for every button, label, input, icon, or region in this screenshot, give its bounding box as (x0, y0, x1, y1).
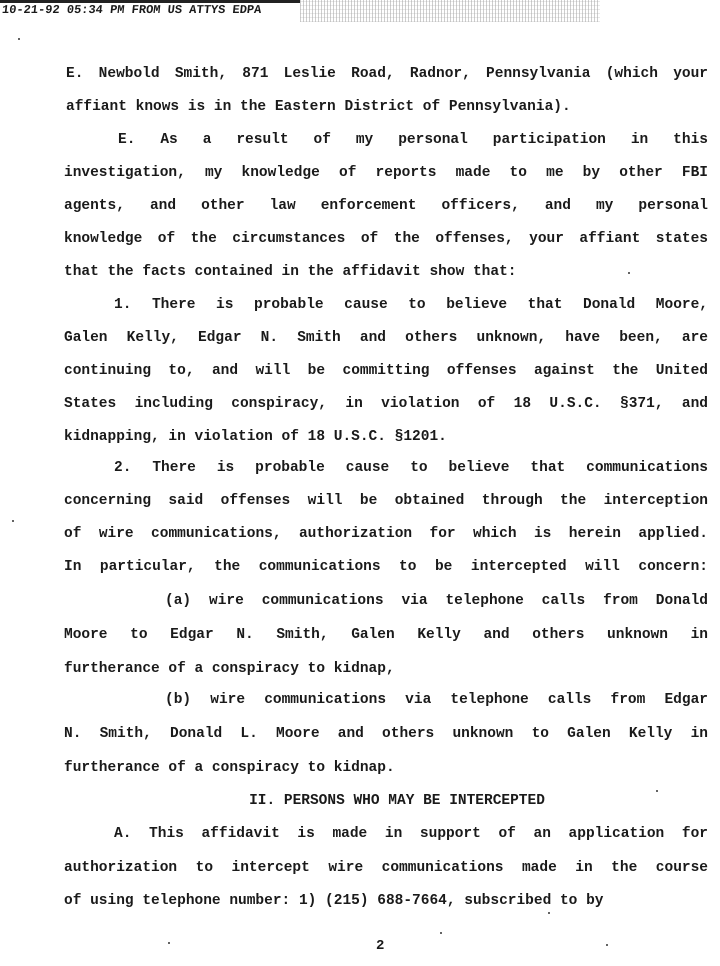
scan-speck (606, 944, 608, 946)
fax-header-text: 10-21-92 05:34 PM FROM US ATTYS EDPA (1, 3, 262, 17)
text-line: that the facts contained in the affidavit show that: (64, 264, 517, 280)
text-line: affiant knows is in the Eastern District of Pennsylvania). (66, 99, 571, 115)
text-line: Moore to Edgar N. Smith, Galen Kelly and others unknown in (64, 627, 708, 643)
text-line: N. Smith, Donald L. Moore and others unknown to Galen Kelly in (64, 726, 708, 742)
paragraph-e-first-line: E. As a result of my personal participation in this (118, 132, 708, 148)
text-line: authorization to intercept wire communications made in the course (64, 860, 708, 876)
subitem-a-first-line: (a) wire communications via telephone calls from Donald (165, 593, 708, 609)
subitem-b-first-line: (b) wire communications via telephone calls from Edgar (165, 692, 708, 708)
text-line: continuing to, and will be committing offenses against the United (64, 363, 708, 379)
text-line: In particular, the communications to be intercepted will concern: (64, 559, 708, 575)
text-line: of wire communications, authorization for which is herein applied. (64, 526, 708, 542)
text-line: States including conspiracy, in violation of 18 U.S.C. §371, and (64, 396, 708, 412)
scan-speck (548, 912, 550, 914)
text-line: furtherance of a conspiracy to kidnap. (64, 760, 395, 776)
scan-speck (440, 932, 442, 934)
scan-speck (628, 272, 630, 274)
text-line: furtherance of a conspiracy to kidnap, (64, 661, 395, 677)
text-line: of using telephone number: 1) (215) 688-7664, subscribed to by (64, 893, 604, 909)
text-line: Galen Kelly, Edgar N. Smith and others unknown, have been, are (64, 330, 708, 346)
scan-speck (168, 942, 170, 944)
paragraph-a-first-line: A. This affidavit is made in support of an application for (114, 826, 708, 842)
text-line: concerning said offenses will be obtained through the interception (64, 493, 708, 509)
text-line: investigation, my knowledge of reports made to me by other FBI (64, 165, 708, 181)
text-line: E. Newbold Smith, 871 Leslie Road, Radnor, Pennsylvania (which your (66, 66, 708, 82)
scan-speck (18, 38, 20, 40)
text-line: kidnapping, in violation of 18 U.S.C. §1201. (64, 429, 447, 445)
item-1-first-line: 1. There is probable cause to believe that Donald Moore, (114, 297, 708, 313)
scan-speck (12, 520, 14, 522)
text-line: agents, and other law enforcement officers, and my personal (64, 198, 708, 214)
page-number: 2 (376, 938, 385, 954)
section-heading: II. PERSONS WHO MAY BE INTERCEPTED (249, 793, 545, 809)
item-2-first-line: 2. There is probable cause to believe that communications (114, 460, 708, 476)
text-line: knowledge of the circumstances of the offenses, your affiant states (64, 231, 708, 247)
scan-speck (656, 790, 658, 792)
